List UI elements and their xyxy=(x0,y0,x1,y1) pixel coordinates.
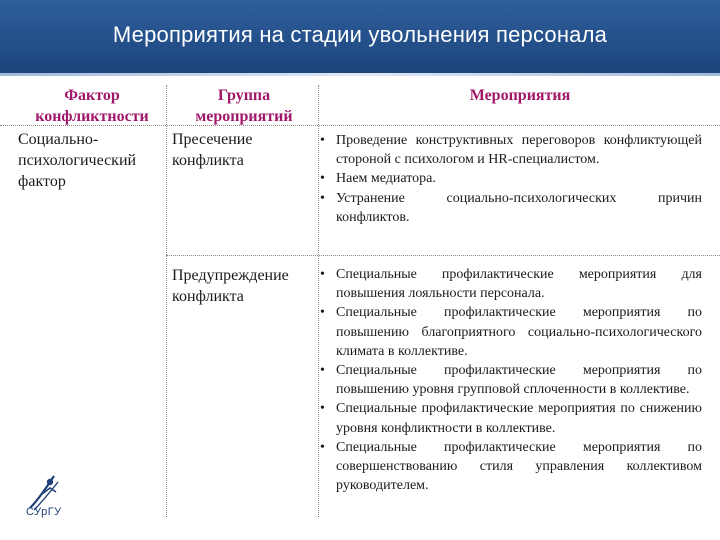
list-item: • Специальные профилактические мероприятия для повышения лояльности персонала. xyxy=(318,265,702,303)
list-item: • Специальные профилактические мероприятия по совершенствованию стиля управления коллективом руководителем. xyxy=(318,438,702,496)
group-cell-prevention: Пресечение конфликта xyxy=(172,131,253,169)
header-factor: Фактор конфликтности xyxy=(35,87,149,125)
header-group: Группа мероприятий xyxy=(195,87,293,125)
list-item: • Проведение конструктивных переговоров конфликтующей стороной с психологом и HR-специалистом. xyxy=(318,131,702,169)
row-divider xyxy=(166,255,720,256)
list-item: • Устранение социально-психологических причин конфликтов. xyxy=(318,189,702,227)
title-bar xyxy=(0,0,720,76)
factor-cell: Социально-психологический фактор xyxy=(18,131,137,190)
list-item: • Специальные профилактические мероприятия по повышению благоприятного социально-психологического климата в коллективе. xyxy=(318,303,702,361)
slide-title: Мероприятия на стадии увольнения персонала xyxy=(112,22,608,47)
list-item: • Специальные профилактические мероприятия по снижению уровня конфликтности в коллективе. xyxy=(318,399,702,437)
header-measures: Мероприятия xyxy=(469,87,571,104)
logo-text: СУрГУ xyxy=(26,506,62,518)
measures-table xyxy=(0,85,720,540)
group-cell-warning: Предупреждение конфликта xyxy=(172,267,289,305)
measures-list xyxy=(318,265,702,495)
list-item: • Наем медиатора. xyxy=(318,169,702,188)
column-divider xyxy=(166,85,167,517)
list-item: • Специальные профилактические мероприятия по повышению уровня групповой сплоченности в коллективе. xyxy=(318,361,702,399)
measures-list xyxy=(318,131,702,227)
